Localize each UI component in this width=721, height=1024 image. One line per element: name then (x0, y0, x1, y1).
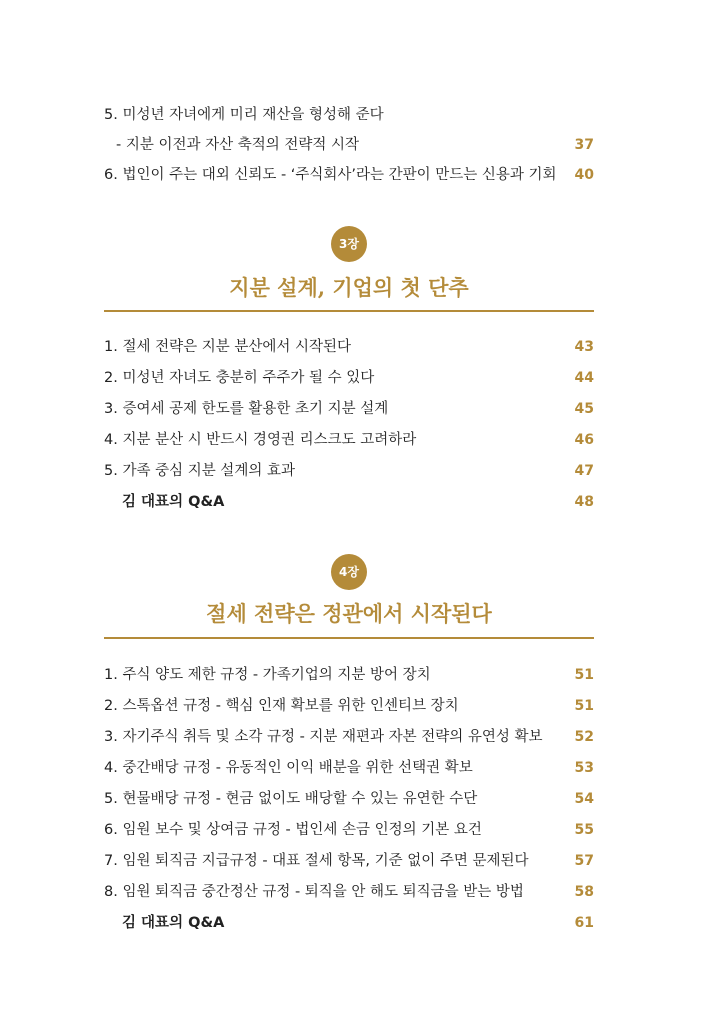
toc-entry-title: 2. 미성년 자녀도 충분히 주주가 될 수 있다 (104, 370, 375, 386)
chapter-3-divider (104, 310, 594, 312)
toc-entry-title: 김 대표의 Q&A (122, 494, 225, 510)
toc-entry (104, 459, 594, 483)
toc-entry (104, 694, 594, 718)
toc-entry (104, 787, 594, 811)
toc-entry (104, 397, 594, 421)
toc-entry-title: 5. 가족 중심 지분 설계의 효과 (104, 463, 295, 479)
toc-entry (104, 818, 594, 842)
toc-page-number: 55 (574, 822, 594, 838)
toc-entry (104, 335, 594, 359)
toc-page-number: 40 (574, 167, 594, 183)
toc-page-number: 44 (574, 370, 594, 386)
toc-page-number: 47 (574, 463, 594, 479)
toc-entry-title: 3. 증여세 공제 한도를 활용한 초기 지분 설계 (104, 401, 389, 417)
toc-page-number: 43 (574, 339, 594, 355)
toc-entry-qa (104, 490, 594, 514)
toc-page-number: 57 (574, 853, 594, 869)
toc-entry-title: 8. 임원 퇴직금 중간정산 규정 - 퇴직을 안 해도 퇴직금을 받는 방법 (104, 884, 524, 900)
toc-entry-title: 2. 스톡옵션 규정 - 핵심 인재 확보를 위한 인센티브 장치 (104, 698, 459, 714)
toc-page-number: 37 (574, 137, 594, 153)
toc-page-number: 45 (574, 401, 594, 417)
toc-page-number: 52 (574, 729, 594, 745)
toc-entry-title: 5. 현물배당 규정 - 현금 없이도 배당할 수 있는 유연한 수단 (104, 791, 478, 807)
toc-entry-qa (104, 911, 594, 935)
toc-entry-title: 1. 절세 전략은 지분 분산에서 시작된다 (104, 339, 351, 355)
toc-entry (104, 849, 594, 873)
toc-entry (104, 133, 594, 157)
toc-entry-title: 1. 주식 양도 제한 규정 - 가족기업의 지분 방어 장치 (104, 667, 431, 683)
toc-page-number: 53 (574, 760, 594, 776)
toc-entry (104, 163, 594, 187)
toc-entry (104, 725, 594, 749)
toc-entry-title: 4. 지분 분산 시 반드시 경영권 리스크도 고려하라 (104, 432, 417, 448)
toc-entry-title: 3. 자기주식 취득 및 소각 규정 - 지분 재편과 자본 전략의 유연성 확보 (104, 729, 543, 745)
toc-entry (104, 663, 594, 687)
chapter-3-badge: 3장 (331, 226, 367, 262)
chapter-3-title: 지분 설계, 기업의 첫 단추 (229, 275, 469, 300)
toc-page-number: 58 (574, 884, 594, 900)
chapter-4-divider (104, 637, 594, 639)
toc-entry-title: 5. 미성년 자녀에게 미리 재산을 형성해 준다 (104, 107, 384, 123)
chapter-4-badge: 4장 (331, 554, 367, 590)
toc-entry (104, 428, 594, 452)
toc-page-number: 51 (574, 667, 594, 683)
toc-page-number: 54 (574, 791, 594, 807)
toc-page-number: 51 (574, 698, 594, 714)
toc-entry (104, 880, 594, 904)
toc-entry-title: 6. 임원 보수 및 상여금 규정 - 법인세 손금 인정의 기본 요건 (104, 822, 482, 838)
chapter-4-title: 절세 전략은 정관에서 시작된다 (206, 601, 492, 626)
toc-entry (104, 366, 594, 390)
toc-entry-title: - 지분 이전과 자산 축적의 전략적 시작 (116, 137, 359, 153)
toc-entry (104, 103, 594, 127)
toc-entry-title: 김 대표의 Q&A (122, 915, 225, 931)
toc-entry-title: 7. 임원 퇴직금 지급규정 - 대표 절세 항목, 기준 없이 주면 문제된다 (104, 853, 529, 869)
toc-page-number: 46 (574, 432, 594, 448)
toc-entry-title: 4. 중간배당 규정 - 유동적인 이익 배분을 위한 선택권 확보 (104, 760, 473, 776)
toc-page-number: 48 (574, 494, 594, 510)
toc-entry (104, 756, 594, 780)
toc-entry-title: 6. 법인이 주는 대외 신뢰도 - ‘주식회사’라는 간판이 만드는 신용과 기회 (104, 167, 557, 183)
toc-page-number: 61 (574, 915, 594, 931)
